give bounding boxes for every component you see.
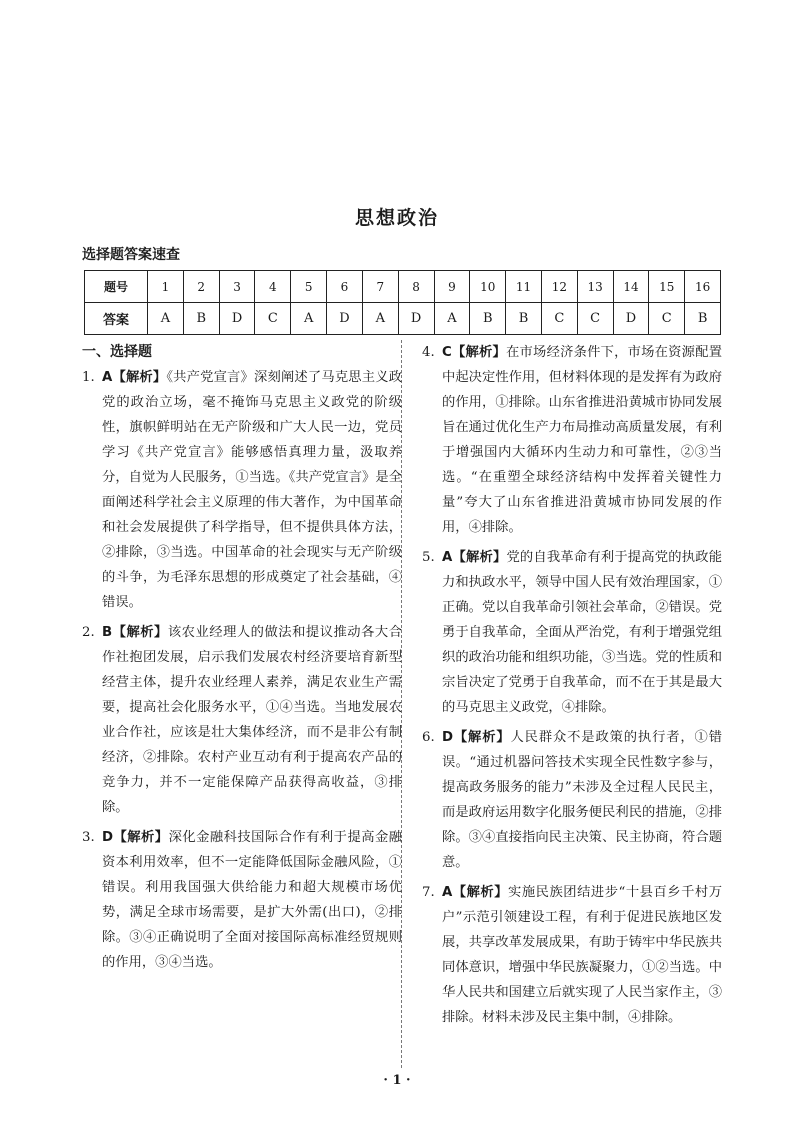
item-tag: 【解析】	[452, 550, 507, 565]
answer-cell: A	[434, 303, 470, 335]
item-answer: A	[442, 885, 453, 900]
answer-cell: C	[577, 303, 613, 335]
item-answer: A	[102, 370, 113, 385]
item-tag: 【解析】	[112, 625, 168, 640]
answer-cell: D	[398, 303, 434, 335]
question-number-cell: 12	[541, 271, 577, 303]
item-number: 6.	[422, 730, 435, 745]
explanation-item	[82, 365, 402, 615]
question-number-cell: 1	[148, 271, 184, 303]
item-number: 1.	[82, 370, 95, 385]
explanation-item	[422, 880, 722, 1030]
item-tag: 【解析】	[453, 730, 511, 745]
item-answer: B	[102, 625, 113, 640]
item-tag: 【解析】	[452, 885, 509, 900]
explanation-item	[82, 620, 402, 820]
answer-cell: A	[291, 303, 327, 335]
answer-table	[84, 270, 721, 335]
explanation-item	[422, 340, 722, 540]
item-text: 党的自我革命有利于提高党的执政能力和执政水平，领导中国人民有效治理国家，①正确。党以自我革命引领社会革命，②错误。党勇于自我革命，全面从严治党，有利于增强党组织的政治功能和组织功能，③当选。党的性质和宗旨决定了党勇于自我革命，而不在于其是最大的马克思主义政党，④排除。	[442, 550, 723, 715]
item-number: 4.	[422, 345, 435, 360]
item-text: 该农业经理人的做法和提议推动各大合作社抱团发展，启示我们发展农村经济要培育新型经营主体，提升农业经理人素养，满足农业生产需要，提高社会化服务水平，①④当选。当地发展农业合作社，应该是壮大集体经济，而不是非公有制经济，②排除。农村产业互动有利于提高农产品的竞争力，并不一定能保障产品获得高收益，③排除。	[102, 625, 403, 815]
item-answer: D	[102, 830, 114, 845]
answer-cell: D	[327, 303, 363, 335]
answer-cell: C	[649, 303, 685, 335]
question-number-cell: 8	[398, 271, 434, 303]
answer-cell: A	[362, 303, 398, 335]
answer-cell: B	[506, 303, 542, 335]
question-number-cell: 4	[255, 271, 291, 303]
answer-row	[85, 303, 721, 335]
page-title: 思想政治	[354, 207, 439, 229]
item-text: 在市场经济条件下，市场在资源配置中起决定性作用，但材料体现的是发挥有为政府的作用，①排除。山东省推进沿黄城市协同发展旨在通过优化生产力布局推动高质量发展，有利于增强国内大循环内生动力和可靠性，②③当选。“在重塑全球经济结构中发挥着关键性力量”夸大了山东省推进沿黄城市协同发展的作用，④排除。	[442, 345, 723, 535]
item-text: 实施民族团结进步“十县百乡千村万户”示范引领建设工程，有利于促进民族地区发展，共享改革发展成果，有助于铸牢中华民族共同体意识，增强中华民族凝聚力，①②当选。中华人民共和国建立后就实现了人民当家作主，③排除。材料未涉及民主集中制，④排除。	[442, 885, 722, 1025]
question-number-cell: 7	[362, 271, 398, 303]
item-answer: C	[442, 345, 452, 360]
question-number-cell: 16	[685, 271, 721, 303]
question-number-cell: 10	[470, 271, 506, 303]
question-number-cell: 3	[219, 271, 255, 303]
item-tag: 【解析】	[113, 830, 169, 845]
item-number: 5.	[422, 550, 435, 565]
item-text: 人民群众不是政策的执行者，①错误。“通过机器问答技术实现全民性数字参与，提高政务服务的能力”未涉及全过程人民民主，而是政府运用数字化服务便民利民的措施，②排除。③④直接指向民主决策、民主协商，符合题意。	[442, 730, 723, 870]
answer-cell: C	[255, 303, 291, 335]
question-number-cell: 15	[649, 271, 685, 303]
left-column	[82, 340, 402, 980]
answer-quick-check-heading: 选择题答案速查	[82, 247, 180, 263]
question-number-cell: 13	[577, 271, 613, 303]
item-text: 《共产党宣言》深刻阐述了马克思主义政党的政治立场，毫不掩饰马克思主义政党的阶级性，旗帜鲜明站在无产阶级和广大人民一边，党员学习《共产党宣言》能够感悟真理力量，汲取养分，自觉为人民服务，①当选。《共产党宣言》是全面阐述科学社会主义原理的伟大著作，为中国革命和社会发展提供了科学指导，但不提供具体方法，②排除，③当选。中国革命的社会现实与无产阶级的斗争，为毛泽东思想的形成奠定了社会基础，④错误。	[102, 370, 402, 610]
item-number: 7.	[422, 885, 435, 900]
question-number-row	[85, 271, 721, 303]
item-answer: A	[442, 550, 453, 565]
item-tag: 【解析】	[112, 370, 167, 385]
answer-cell: C	[541, 303, 577, 335]
right-column	[422, 340, 722, 1035]
item-number: 3.	[82, 830, 95, 845]
answer-cell: D	[613, 303, 649, 335]
explanation-item	[82, 825, 402, 975]
question-number-cell: 2	[183, 271, 219, 303]
item-text: 深化金融科技国际合作有利于提高金融资本利用效率，但不一定能降低国际金融风险，①错误。利用我国强大供给能力和超大规模市场优势，满足全球市场需要，是扩大外需(出口)，②排除。③④正确说明了全面对接国际高标准经贸规则的作用，③④当选。	[102, 830, 403, 970]
answer-cell: D	[219, 303, 255, 335]
answer-cell: B	[183, 303, 219, 335]
answer-label: 答案	[85, 303, 148, 335]
question-number-cell: 14	[613, 271, 649, 303]
question-number-label: 题号	[85, 271, 148, 303]
item-number: 2.	[82, 625, 95, 640]
question-number-cell: 9	[434, 271, 470, 303]
item-answer: D	[442, 730, 454, 745]
question-number-cell: 11	[506, 271, 542, 303]
answer-cell: B	[685, 303, 721, 335]
answer-cell: B	[470, 303, 506, 335]
explanation-item	[422, 725, 722, 875]
question-number-cell: 6	[327, 271, 363, 303]
item-tag: 【解析】	[451, 345, 507, 360]
question-number-cell: 5	[291, 271, 327, 303]
part-heading: 一、选择题	[82, 344, 152, 360]
answer-cell: A	[148, 303, 184, 335]
explanation-item	[422, 545, 722, 720]
page-number: · 1 ·	[383, 1073, 411, 1088]
